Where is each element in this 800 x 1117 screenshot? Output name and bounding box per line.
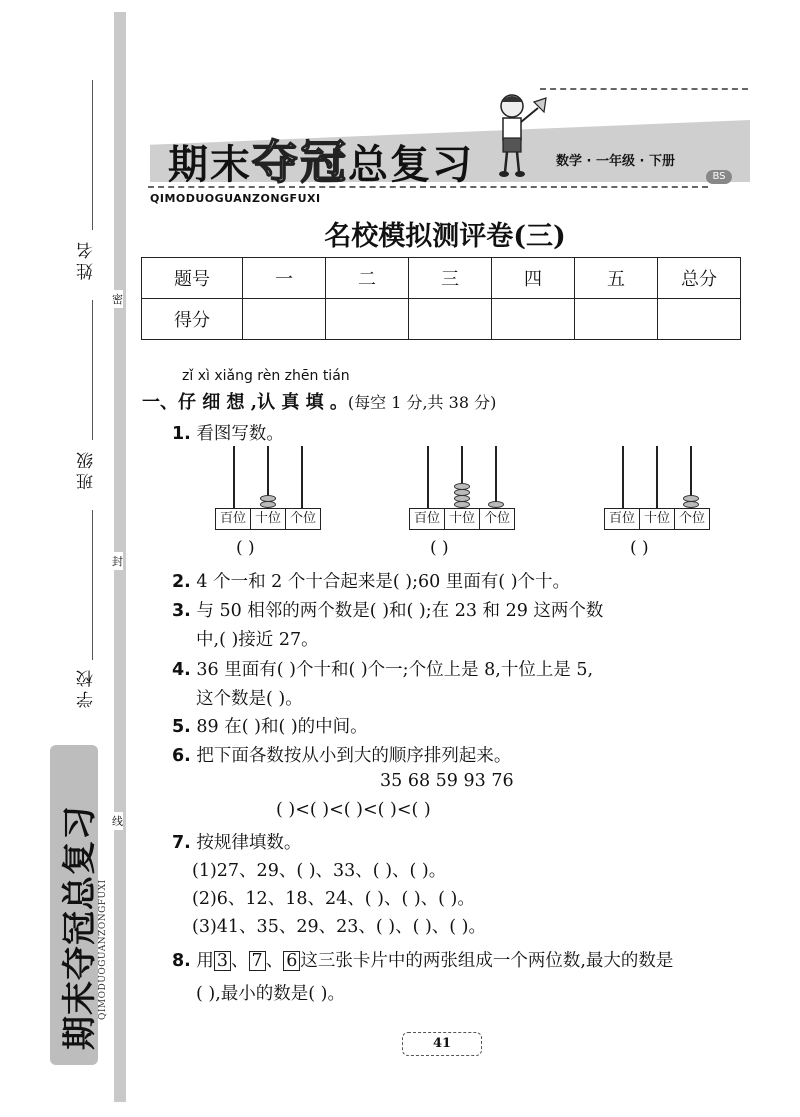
table-cell: 三 [409,258,492,299]
question-5 [172,713,368,738]
abacus-3 [604,446,714,530]
abacus-bead [260,495,276,502]
table-cell: 五 [575,258,658,299]
name-line [92,80,93,230]
abacus-bead [454,501,470,508]
school-label: 学校 [77,666,97,708]
abacus-base [604,508,710,530]
seal-mi: 密 [112,290,123,308]
name-label: 姓名 [77,238,97,280]
question-number: 8. [172,951,191,971]
brand-part1: 期末 [168,142,252,188]
side-logo: 期末夺冠总复习 [60,805,100,1050]
question-4-cont: 这个数是( )。 [196,689,303,709]
abacus-rod [427,446,429,508]
question-number: 4. [172,660,191,680]
abacus-base [409,508,515,530]
score-input-cell[interactable] [575,299,658,340]
abacus-bead [454,489,470,496]
abacus-rod [233,446,235,508]
number-card: 6 [283,951,300,971]
question-text: 这三张卡片中的两张组成一个两位数,最大的数是 [300,951,674,971]
school-line [92,510,93,660]
seal-feng: 封 [112,552,123,570]
place-value-label: 个位 [483,511,510,526]
question-7-line-2[interactable]: (2)6、12、18、24、( )、( )、( )。 [192,889,475,909]
brand-highlight: 夺冠 [252,135,348,189]
section-title [142,388,496,414]
question-6-numbers: 35 68 59 93 76 [380,771,514,791]
abacus-rod [656,446,658,508]
question-6-order[interactable]: ( )<( )<( )<( )<( ) [276,800,431,820]
number-card: 7 [249,951,266,971]
exam-title: 名校模拟测评卷(三) [324,221,566,252]
question-2 [172,568,570,593]
brand-logo [168,126,474,192]
score-input-cell[interactable] [409,299,492,340]
question-1 [172,420,284,445]
place-value-label: 百位 [216,509,251,529]
mascot-boy-icon [490,90,550,180]
question-text: 按规律填数。 [196,833,302,853]
question-7 [172,829,301,854]
table-cell: 总分 [658,258,741,299]
separator: 、 [265,951,284,971]
table-cell: 题号 [142,258,243,299]
answer-blank-1[interactable]: ( ) [236,538,255,558]
question-3 [172,597,603,622]
place-value-label: 个位 [289,511,316,526]
question-number: 2. [172,572,191,592]
class-line [92,300,93,440]
abacus-bead [454,483,470,490]
abacus-bead [683,495,699,502]
brand-pinyin: QIMODUOGUANZONGFUXI [150,192,321,205]
place-value-label: 十位 [251,509,286,529]
score-input-cell[interactable] [243,299,326,340]
abacus-bead [454,495,470,502]
question-text: 与 50 相邻的两个数是( )和( );在 23 和 29 这两个数 [196,601,604,621]
place-value-label: 十位 [445,509,480,529]
table-cell: 得分 [142,299,243,340]
answer-blank-2[interactable]: ( ) [430,538,449,558]
abacus-bead [488,501,504,508]
question-4 [172,656,593,681]
score-input-cell[interactable] [326,299,409,340]
page-number: 41 [402,1032,482,1056]
header-dash-top [540,88,748,91]
abacus-rod [622,446,624,508]
table-row [142,299,741,340]
edition-badge: BS [706,170,732,184]
question-text: 用 [196,951,214,971]
table-cell: 二 [326,258,409,299]
abacus-bead [260,501,276,508]
table-row [142,258,741,299]
question-number: 1. [172,424,191,444]
question-8-cont[interactable]: ( ),最小的数是( )。 [196,984,345,1004]
brand-part2: 总复习 [348,142,474,188]
score-table [141,257,741,340]
score-input-cell[interactable] [658,299,741,340]
question-number: 7. [172,833,191,853]
place-value-label: 十位 [640,509,675,529]
place-value-label: 百位 [605,509,640,529]
grade-label: 数学 · 一年级 · 下册 [556,154,675,169]
question-number: 5. [172,717,191,737]
question-text: 89 在( )和( )的中间。 [196,717,368,737]
table-cell: 四 [492,258,575,299]
abacus-rod [495,446,497,508]
section-title-text: 一、仔 细 想 ,认 真 填 。 [142,392,348,413]
abacus-rod [301,446,303,508]
score-input-cell[interactable] [492,299,575,340]
number-card: 3 [214,951,231,971]
place-value-label: 百位 [410,509,445,529]
section-pinyin: zǐ xì xiǎng rèn zhēn tián [182,368,350,384]
table-cell: 一 [243,258,326,299]
question-text: 把下面各数按从小到大的顺序排列起来。 [196,746,512,766]
place-value-label: 个位 [678,511,705,526]
abacus-1 [215,446,325,530]
side-logo-pinyin: QIMODUOGUANZONGFUXI [98,879,108,1020]
class-label: 班级 [77,448,97,490]
question-number: 6. [172,746,191,766]
question-text: 看图写数。 [196,424,284,444]
answer-blank-3[interactable]: ( ) [630,538,649,558]
question-text: 36 里面有( )个十和( )个一;个位上是 8,十位上是 5, [196,660,594,680]
question-6 [172,742,511,767]
seal-xian: 线 [112,812,123,830]
abacus-2 [409,446,519,530]
question-3-cont: 中,( )接近 27。 [196,630,319,650]
question-7-line-3[interactable]: (3)41、35、29、23、( )、( )、( )。 [192,917,487,937]
question-8 [172,947,673,972]
separator: 、 [231,951,249,971]
section-note: (每空 1 分,共 38 分) [347,393,497,412]
question-text: 4 个一和 2 个十合起来是( );60 里面有( )个十。 [196,572,571,592]
abacus-base [215,508,321,530]
question-7-line-1[interactable]: (1)27、29、( )、33、( )、( )。 [192,861,447,881]
question-number: 3. [172,601,191,621]
abacus-bead [683,501,699,508]
